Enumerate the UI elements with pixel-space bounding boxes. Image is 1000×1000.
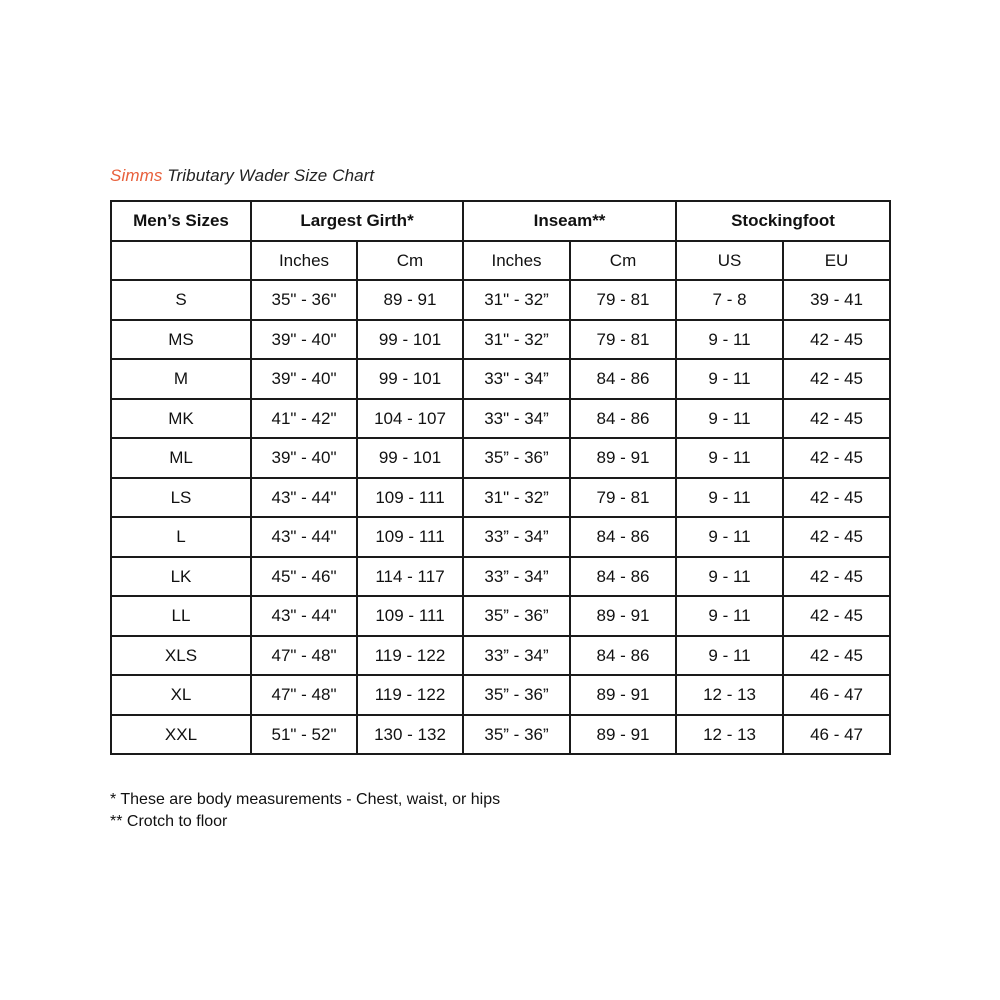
- girth-inches-cell: 39" - 40": [251, 320, 357, 360]
- table-row: [111, 320, 890, 360]
- foot-eu-cell: 42 - 45: [783, 320, 890, 360]
- inseam-inches-cell: 35” - 36”: [463, 438, 570, 478]
- girth-inches-cell: 43" - 44": [251, 596, 357, 636]
- inseam-cm-cell: 89 - 91: [570, 596, 676, 636]
- header-largest-girth: Largest Girth*: [251, 201, 463, 241]
- size-rows: [111, 280, 890, 754]
- inseam-cm-cell: 89 - 91: [570, 675, 676, 715]
- header-inseam: Inseam**: [463, 201, 676, 241]
- girth-inches-cell: 51" - 52": [251, 715, 357, 755]
- inseam-inches-cell: 31" - 32”: [463, 478, 570, 518]
- foot-eu-cell: 42 - 45: [783, 438, 890, 478]
- subheader-empty: [111, 241, 251, 281]
- footnotes: [110, 789, 500, 833]
- foot-eu-cell: 42 - 45: [783, 517, 890, 557]
- girth-cm-cell: 99 - 101: [357, 359, 463, 399]
- size-cell: L: [111, 517, 251, 557]
- inseam-cm-cell: 84 - 86: [570, 359, 676, 399]
- subheader-row: [111, 241, 890, 281]
- header-row: [111, 201, 890, 241]
- foot-us-cell: 9 - 11: [676, 557, 783, 597]
- inseam-cm-cell: 89 - 91: [570, 438, 676, 478]
- header-mens-sizes: Men’s Sizes: [111, 201, 251, 241]
- subheader-girth-inches: Inches: [251, 241, 357, 281]
- girth-cm-cell: 109 - 111: [357, 596, 463, 636]
- foot-us-cell: 12 - 13: [676, 715, 783, 755]
- foot-us-cell: 9 - 11: [676, 438, 783, 478]
- size-cell: LS: [111, 478, 251, 518]
- foot-eu-cell: 42 - 45: [783, 636, 890, 676]
- foot-us-cell: 9 - 11: [676, 478, 783, 518]
- inseam-cm-cell: 84 - 86: [570, 399, 676, 439]
- table-row: [111, 636, 890, 676]
- foot-eu-cell: 42 - 45: [783, 557, 890, 597]
- inseam-cm-cell: 84 - 86: [570, 557, 676, 597]
- inseam-cm-cell: 79 - 81: [570, 320, 676, 360]
- girth-cm-cell: 114 - 117: [357, 557, 463, 597]
- size-cell: XLS: [111, 636, 251, 676]
- size-cell: ML: [111, 438, 251, 478]
- girth-inches-cell: 35" - 36": [251, 280, 357, 320]
- inseam-inches-cell: 33" - 34”: [463, 399, 570, 439]
- header-stockingfoot: Stockingfoot: [676, 201, 890, 241]
- foot-us-cell: 12 - 13: [676, 675, 783, 715]
- table-row: [111, 517, 890, 557]
- foot-eu-cell: 39 - 41: [783, 280, 890, 320]
- inseam-inches-cell: 35” - 36”: [463, 596, 570, 636]
- inseam-cm-cell: 79 - 81: [570, 280, 676, 320]
- girth-cm-cell: 109 - 111: [357, 517, 463, 557]
- girth-cm-cell: 104 - 107: [357, 399, 463, 439]
- table-row: [111, 715, 890, 755]
- girth-inches-cell: 43" - 44": [251, 517, 357, 557]
- girth-cm-cell: 109 - 111: [357, 478, 463, 518]
- foot-eu-cell: 46 - 47: [783, 715, 890, 755]
- size-cell: MK: [111, 399, 251, 439]
- inseam-inches-cell: 31" - 32”: [463, 320, 570, 360]
- foot-eu-cell: 42 - 45: [783, 399, 890, 439]
- brand-name: Simms: [110, 166, 163, 185]
- table-row: [111, 596, 890, 636]
- subheader-girth-cm: Cm: [357, 241, 463, 281]
- inseam-inches-cell: 33” - 34”: [463, 557, 570, 597]
- subheader-inseam-cm: Cm: [570, 241, 676, 281]
- foot-us-cell: 9 - 11: [676, 320, 783, 360]
- inseam-inches-cell: 33" - 34”: [463, 359, 570, 399]
- girth-inches-cell: 47" - 48": [251, 675, 357, 715]
- foot-us-cell: 9 - 11: [676, 359, 783, 399]
- footnote-body-measurements: * These are body measurements - Chest, waist, or hips: [110, 791, 501, 808]
- table-row: [111, 438, 890, 478]
- girth-inches-cell: 47" - 48": [251, 636, 357, 676]
- inseam-cm-cell: 84 - 86: [570, 517, 676, 557]
- table-row: [111, 280, 890, 320]
- girth-inches-cell: 45" - 46": [251, 557, 357, 597]
- title-text: Tributary Wader Size Chart: [162, 166, 375, 185]
- size-chart-table: [110, 200, 891, 755]
- size-cell: MS: [111, 320, 251, 360]
- foot-us-cell: 9 - 11: [676, 636, 783, 676]
- girth-cm-cell: 119 - 122: [357, 636, 463, 676]
- girth-inches-cell: 39" - 40": [251, 438, 357, 478]
- size-cell: LL: [111, 596, 251, 636]
- table-row: [111, 675, 890, 715]
- inseam-inches-cell: 35” - 36”: [463, 715, 570, 755]
- girth-inches-cell: 39" - 40": [251, 359, 357, 399]
- chart-title: [110, 166, 374, 186]
- inseam-cm-cell: 79 - 81: [570, 478, 676, 518]
- foot-us-cell: 9 - 11: [676, 517, 783, 557]
- size-cell: S: [111, 280, 251, 320]
- table-row: [111, 399, 890, 439]
- girth-cm-cell: 119 - 122: [357, 675, 463, 715]
- inseam-cm-cell: 84 - 86: [570, 636, 676, 676]
- foot-eu-cell: 42 - 45: [783, 478, 890, 518]
- inseam-inches-cell: 33” - 34”: [463, 636, 570, 676]
- foot-eu-cell: 42 - 45: [783, 596, 890, 636]
- girth-inches-cell: 41" - 42": [251, 399, 357, 439]
- foot-us-cell: 7 - 8: [676, 280, 783, 320]
- size-cell: M: [111, 359, 251, 399]
- inseam-cm-cell: 89 - 91: [570, 715, 676, 755]
- inseam-inches-cell: 31" - 32”: [463, 280, 570, 320]
- inseam-inches-cell: 33” - 34”: [463, 517, 570, 557]
- size-cell: XL: [111, 675, 251, 715]
- foot-us-cell: 9 - 11: [676, 399, 783, 439]
- size-cell: LK: [111, 557, 251, 597]
- table-row: [111, 478, 890, 518]
- foot-eu-cell: 46 - 47: [783, 675, 890, 715]
- girth-cm-cell: 89 - 91: [357, 280, 463, 320]
- inseam-inches-cell: 35” - 36”: [463, 675, 570, 715]
- size-cell: XXL: [111, 715, 251, 755]
- table-row: [111, 557, 890, 597]
- foot-eu-cell: 42 - 45: [783, 359, 890, 399]
- table-row: [111, 359, 890, 399]
- girth-cm-cell: 99 - 101: [357, 438, 463, 478]
- girth-inches-cell: 43" - 44": [251, 478, 357, 518]
- subheader-foot-eu: EU: [783, 241, 890, 281]
- subheader-inseam-inches: Inches: [463, 241, 570, 281]
- girth-cm-cell: 130 - 132: [357, 715, 463, 755]
- footnote-crotch-to-floor: ** Crotch to floor: [110, 813, 228, 830]
- girth-cm-cell: 99 - 101: [357, 320, 463, 360]
- foot-us-cell: 9 - 11: [676, 596, 783, 636]
- subheader-foot-us: US: [676, 241, 783, 281]
